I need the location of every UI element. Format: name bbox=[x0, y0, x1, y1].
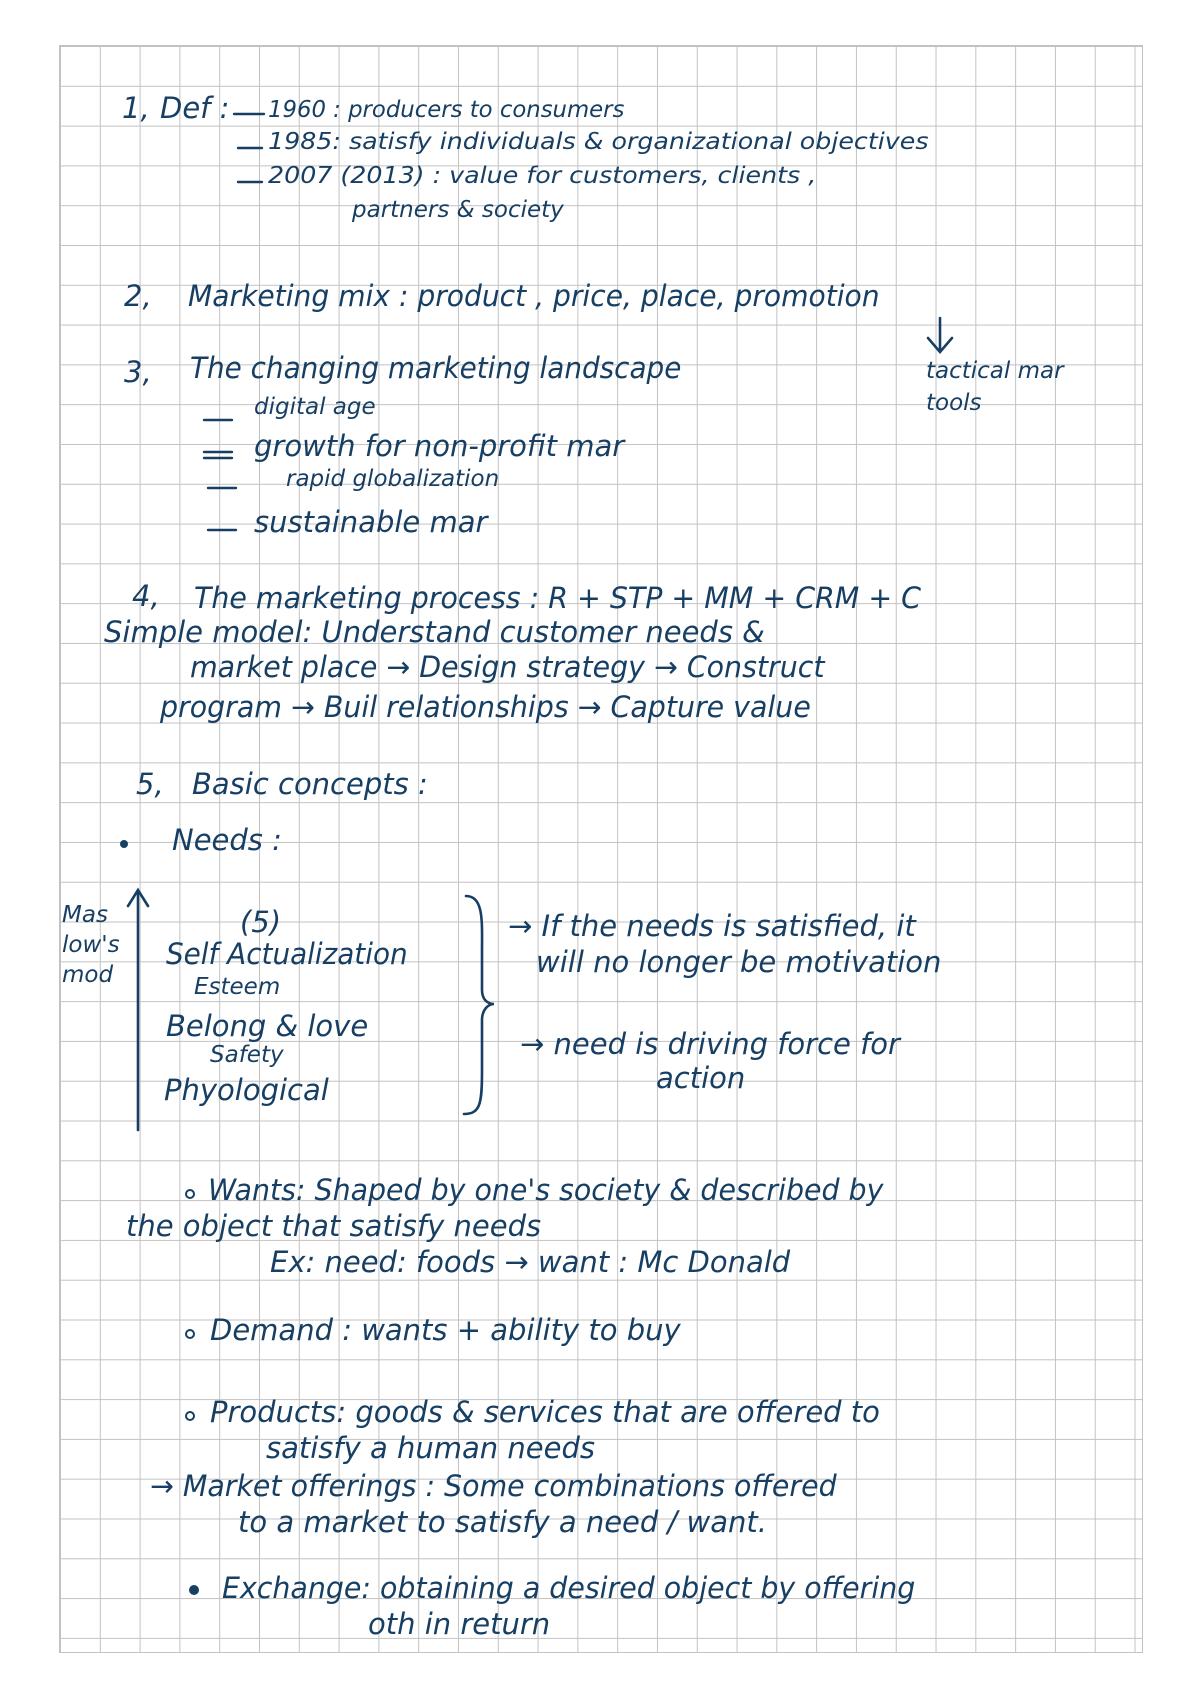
s1-line-2007: 2007 (2013) : value for customers, clients , bbox=[268, 163, 817, 189]
s4-line-1: Simple model: Understand customer needs & bbox=[104, 615, 765, 649]
s3-item-3: rapid globalization bbox=[286, 466, 500, 492]
needs-level-1: Self Actualization bbox=[166, 937, 408, 971]
s3-title: The changing marketing landscape bbox=[190, 351, 682, 385]
s2-side-2: tools bbox=[926, 390, 982, 416]
needs-level-3: Belong & love bbox=[166, 1009, 369, 1043]
needs-level-2: Esteem bbox=[194, 974, 281, 1000]
s1-label: 1, bbox=[122, 91, 150, 125]
needs-level-5: Phyological bbox=[164, 1073, 329, 1107]
s5-title: Basic concepts : bbox=[192, 767, 428, 801]
s4-line-3: program → Buil relationships → Capture value bbox=[160, 690, 811, 724]
exchange-line-1: Exchange: obtaining a desired object by offering bbox=[222, 1571, 916, 1605]
offerings-line-2: to a market to satisfy a need / want. bbox=[238, 1505, 767, 1539]
bullet-icon bbox=[118, 838, 130, 850]
s1-line-1960: 1960 : producers to consumers bbox=[268, 97, 625, 123]
products-line-1: Products: goods & services that are offered to bbox=[210, 1395, 880, 1429]
up-arrow-icon bbox=[124, 884, 154, 1134]
s3-item-2: growth for non-profit mar bbox=[254, 429, 625, 463]
s4-label: 4, bbox=[132, 579, 160, 613]
wants-line-3: Ex: need: foods → want : Mc Donald bbox=[270, 1245, 791, 1279]
offerings-line-1: → Market offerings : Some combinations offered bbox=[150, 1469, 837, 1503]
right-brace-icon bbox=[458, 892, 498, 1118]
needs-right-1b: will no longer be motivation bbox=[536, 945, 942, 979]
needs-right-2b: action bbox=[656, 1061, 746, 1095]
wants-line-2: the object that satisfy needs bbox=[126, 1209, 542, 1243]
s1-title: Def : bbox=[160, 91, 230, 125]
s1-line-partners: partners & society bbox=[352, 197, 564, 223]
s4-title: The marketing process : R + STP + MM + CRM + C bbox=[194, 581, 922, 615]
s3-label: 3, bbox=[124, 355, 152, 389]
maslow-side-3: mod bbox=[62, 962, 114, 988]
s4-line-2: market place → Design strategy → Construct bbox=[190, 650, 825, 684]
s2-label: 2, bbox=[124, 279, 152, 313]
needs-count: (5) bbox=[240, 905, 282, 939]
s5-label: 5, bbox=[136, 767, 164, 801]
wants-line-1: Wants: Shaped by one's society & described by bbox=[208, 1173, 884, 1207]
bullet-icon bbox=[184, 1328, 196, 1340]
demand-line: Demand : wants + ability to buy bbox=[210, 1313, 681, 1347]
maslow-side-1: Mas bbox=[62, 902, 108, 928]
down-arrow-icon bbox=[920, 316, 960, 356]
s1-line-1985: 1985: satisfy individuals & organizational objectives bbox=[268, 129, 929, 155]
products-line-2: satisfy a human needs bbox=[266, 1431, 595, 1465]
s1-dashes bbox=[230, 100, 275, 195]
s2-text: Marketing mix : product , price, place, promotion bbox=[188, 279, 880, 313]
s3-item-1: digital age bbox=[254, 394, 376, 420]
needs-right-2a: → need is driving force for bbox=[520, 1027, 900, 1061]
maslow-side-2: low's bbox=[62, 932, 120, 958]
s3-dashes bbox=[198, 400, 248, 550]
s3-item-4: sustainable mar bbox=[254, 505, 488, 539]
needs-title: Needs : bbox=[172, 823, 282, 857]
needs-level-4: Safety bbox=[210, 1042, 284, 1068]
s2-side-1: tactical mar bbox=[926, 358, 1064, 384]
needs-right-1a: → If the needs is satisfied, it bbox=[508, 909, 916, 943]
bullet-icon bbox=[184, 1188, 196, 1200]
exchange-line-2: oth in return bbox=[368, 1607, 551, 1641]
bullet-icon bbox=[188, 1584, 200, 1596]
bullet-icon bbox=[184, 1410, 196, 1422]
